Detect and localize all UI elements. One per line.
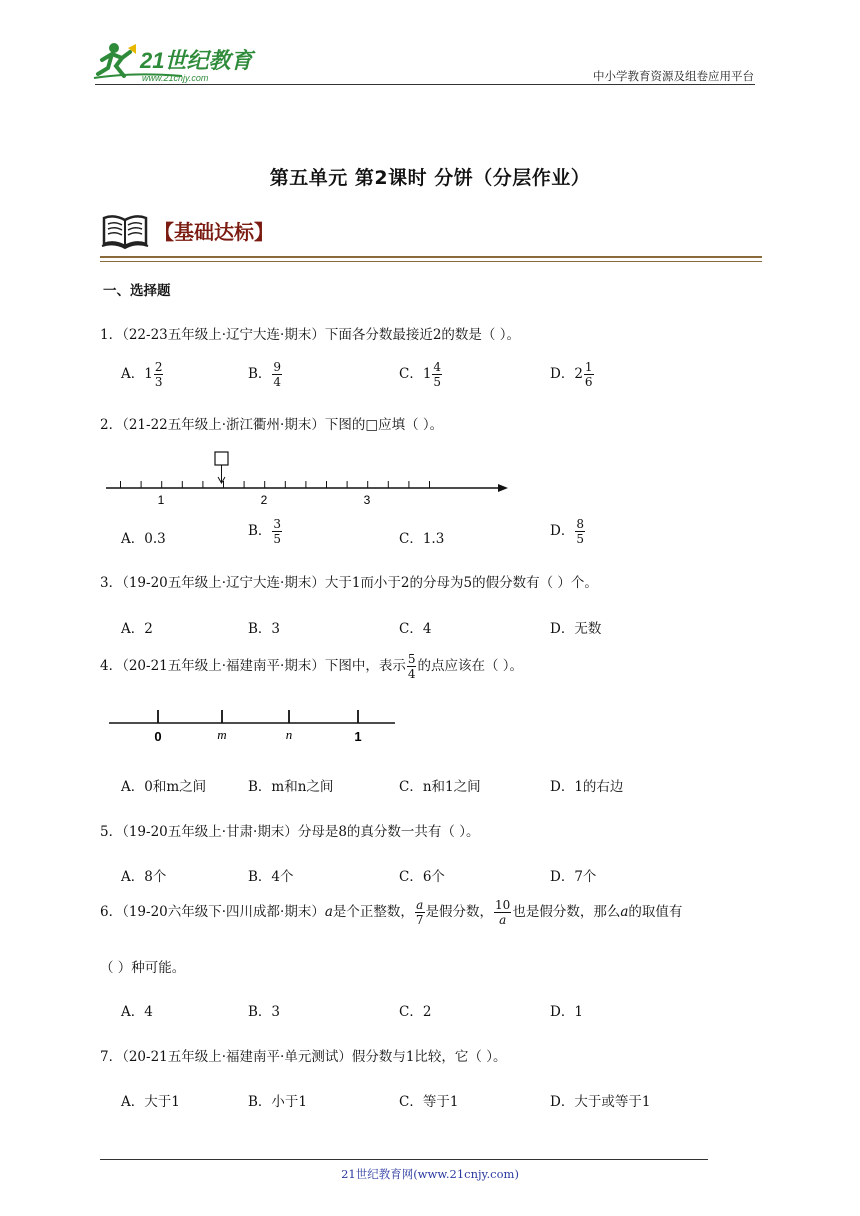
q1-option-b[interactable]: B． $\frac{9}{4}$ <box>248 360 282 389</box>
q7-option-b[interactable]: B．小于1 <box>248 1094 308 1110</box>
q7-option-c[interactable]: C．等于1 <box>399 1094 459 1110</box>
footer-divider <box>100 1159 708 1160</box>
q3-option-a[interactable]: A．2 <box>121 621 153 637</box>
tick-label-2: 2 <box>260 493 268 507</box>
header-platform-text: 中小学教育资源及组卷应用平台 <box>593 69 754 83</box>
section-header <box>100 208 274 252</box>
site-logo[interactable] <box>92 38 262 86</box>
q1-option-a[interactable]: A．1 $\frac{2}{3}$ <box>121 360 163 389</box>
q1-option-c[interactable]: C．1 $\frac{4}{5}$ <box>399 360 442 389</box>
section-divider-thin <box>100 261 762 262</box>
footer-link[interactable]: 21世纪教育网(www.21cnjy.com) <box>341 1167 519 1181</box>
q5-option-b[interactable]: B．4个 <box>248 869 294 885</box>
tick-label-3: 3 <box>363 493 371 507</box>
q4-number-line <box>105 704 405 746</box>
logo-url: www.21cnjy.com <box>142 73 209 83</box>
section-label: 【基础达标】 <box>154 219 274 244</box>
label-1: 1 <box>354 729 362 744</box>
open-book-icon <box>100 210 150 250</box>
runner-logo-icon <box>92 38 262 86</box>
q2-option-c[interactable]: C．1.3 <box>399 531 445 547</box>
part-title: 一、选择题 <box>103 283 171 299</box>
section-divider <box>100 256 762 258</box>
question-6-line2: （ ）种可能。 <box>100 960 186 976</box>
q6-option-b[interactable]: B．3 <box>248 1004 281 1020</box>
question-7-stem: 7．（20-21五年级上·福建南平·单元测试）假分数与1比较，它（ ）。 <box>100 1049 507 1065</box>
q2-number-line <box>100 448 520 508</box>
q5-option-a[interactable]: A．8个 <box>121 869 167 885</box>
label-0: 0 <box>154 729 162 744</box>
question-6-stem: 6．（19-20六年级下·四川成都·期末）a是个正整数， $\frac{a}{7}$ 是假分数， $\frac{10}{a}$ 也是假分数，那么a的取值有 <box>100 898 683 927</box>
q4-option-c[interactable]: C．n和1之间 <box>399 779 481 795</box>
question-1-stem: 1．（22-23五年级上·辽宁大连·期末）下面各分数最接近2的数是（ ）。 <box>100 327 520 343</box>
q2-option-d[interactable]: D． $\frac{8}{5}$ <box>550 517 584 546</box>
question-3-stem: 3．（19-20五年级上·辽宁大连·期末）大于1而小于2的分母为5的假分数有（ ）个。 <box>100 575 598 591</box>
q6-option-c[interactable]: C．2 <box>399 1004 432 1020</box>
question-5-stem: 5．（19-20五年级上·甘肃·期末）分母是8的真分数一共有（ ）。 <box>100 824 480 840</box>
q7-option-a[interactable]: A．大于1 <box>121 1094 180 1110</box>
question-2-stem: 2．（21-22五年级上·浙江衢州·期末）下图的□应填（ ）。 <box>100 417 444 433</box>
q5-option-c[interactable]: C．6个 <box>399 869 445 885</box>
q1-option-d[interactable]: D．2 $\frac{1}{6}$ <box>550 360 593 389</box>
label-n: n <box>285 727 293 742</box>
q6-option-a[interactable]: A．4 <box>121 1004 153 1020</box>
q3-option-d[interactable]: D．无数 <box>550 621 602 637</box>
q3-option-b[interactable]: B．3 <box>248 621 281 637</box>
q6-option-d[interactable]: D．1 <box>550 1004 583 1020</box>
tick-label-1: 1 <box>157 493 165 507</box>
q3-option-c[interactable]: C．4 <box>399 621 432 637</box>
page-title: 第五单元 第2课时 分饼（分层作业） <box>269 167 591 189</box>
q2-option-b[interactable]: B． $\frac{3}{5}$ <box>248 517 282 546</box>
question-4-stem: 4．（20-21五年级上·福建南平·期末）下图中，表示 $\frac{5}{4}$ 的点应该在（ ）。 <box>100 652 524 681</box>
logo-text: 21世纪教育 <box>140 48 253 73</box>
q5-option-d[interactable]: D．7个 <box>550 869 597 885</box>
header-divider <box>95 84 755 85</box>
q4-option-a[interactable]: A．0和m之间 <box>121 779 207 795</box>
answer-box <box>215 452 228 465</box>
label-m: m <box>217 727 227 742</box>
q2-option-a[interactable]: A．0.3 <box>121 531 166 547</box>
q7-option-d[interactable]: D．大于或等于1 <box>550 1094 651 1110</box>
q4-option-b[interactable]: B．m和n之间 <box>248 779 334 795</box>
q4-option-d[interactable]: D．1的右边 <box>550 779 624 795</box>
